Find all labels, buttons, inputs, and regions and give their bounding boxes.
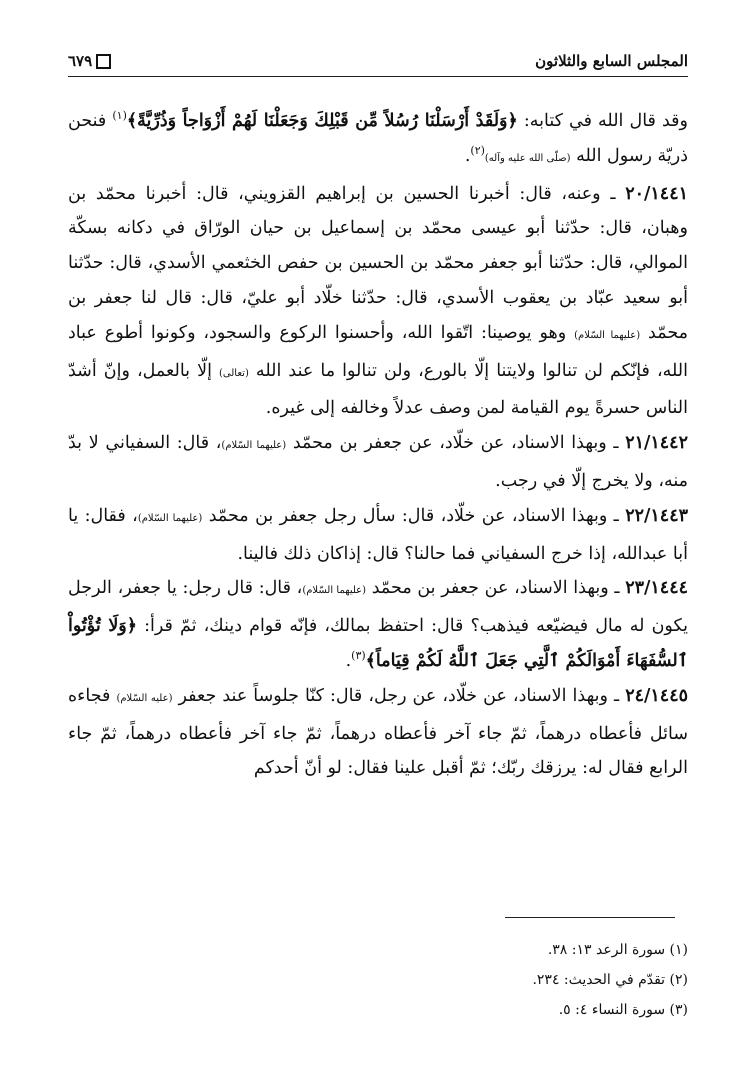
paragraph-intro bbox=[68, 104, 688, 177]
hadith-paragraph bbox=[68, 499, 688, 572]
text-run: ـ وبهذا الاسناد، عن جعفر بن محمّد bbox=[366, 578, 626, 599]
text-run: ـ وبهذا الاسناد، عن خلّاد، عن جعفر بن محمّد bbox=[286, 433, 626, 454]
hadith-number: ٢٠/١٤٤١ bbox=[625, 183, 688, 204]
hadith-paragraph bbox=[68, 177, 688, 427]
hadith-number: ٢١/١٤٤٢ bbox=[625, 433, 688, 454]
salawat: (عليهما السّلام) bbox=[574, 329, 641, 341]
footnote: (٣) سورة النساء ٤: ٥. bbox=[558, 1002, 688, 1018]
hadith-number: ٢٢/١٤٤٣ bbox=[625, 505, 688, 526]
quran-verse: ﴿وَلَقَدْ أَرْسَلْنَا رُسُلاً مِّن قَبْلِكَ وَجَعَلْنَا لَهُمْ أَزْوَاجاً وَذُرِّيَّةً﴾ bbox=[126, 111, 518, 131]
salawat: (صلّى الله عليه وآله) bbox=[484, 152, 571, 164]
footnote-ref: (٢) bbox=[470, 143, 485, 157]
text-run: وقد قال الله في كتابه: bbox=[517, 111, 688, 131]
footnotes bbox=[68, 935, 688, 1025]
salawat: (عليه السّلام) bbox=[116, 692, 173, 704]
main-text bbox=[68, 104, 688, 786]
text-run: إلّا بالعمل، وإنّ أشدّ الناس حسرةً يوم القيامة لمن وصف عدلاً وخالفه إلى غيره. bbox=[68, 360, 688, 419]
footnote: (١) سورة الرعد ١٣: ٣٨. bbox=[547, 942, 688, 958]
text-run: . bbox=[464, 145, 471, 166]
hadith-number: ٢٣/١٤٤٤ bbox=[625, 578, 688, 599]
text-run: ـ وبهذا الاسناد، عن خلّاد، قال: سأل رجل جعفر بن محمّد bbox=[202, 505, 626, 526]
text-run: ، فقال: يا أبا عبدالله، إذا خرج السفياني فما حالنا؟ قال: إذاكان ذلك فالينا. bbox=[68, 505, 688, 564]
text-run: . bbox=[345, 650, 352, 671]
text-run: وهو يوصينا: اتّقوا الله، وأحسنوا الركوع والسجود، وكونوا أطوع عباد الله، فإنّكم لن تنالوا ولايتنا إلّا بالورع، ولن تنالوا ما عند الله bbox=[68, 322, 688, 381]
footnote: (٢) تقدّم في الحديث: ٢٣٤. bbox=[532, 972, 688, 988]
quran-verse: ﴿وَلَا تُؤْتُواْ ٱلسُّفَهَاءَ أَمْوَالَكُمْ ٱلَّتِي جَعَلَ ٱللَّهُ لَكُمْ قِيَاماً﴾ bbox=[68, 616, 688, 671]
hadith-number: ٢٤/١٤٤٥ bbox=[625, 685, 688, 706]
page-header bbox=[68, 46, 688, 77]
text-run: فنحن ذريّة رسول الله bbox=[68, 111, 688, 166]
page-number-group bbox=[68, 52, 111, 70]
footnote-divider bbox=[505, 917, 675, 918]
salawat: (تعالى) bbox=[219, 367, 249, 379]
hadith-paragraph bbox=[68, 571, 688, 678]
chapter-title: المجلس السابع والثلاثون bbox=[535, 52, 688, 70]
text-run: ، قال: قال رجل: يا جعفر، الرجل يكون له مال فيضيّعه فيذهب؟ قال: احتفظ بمالك، فإنّه قوام دينك، ثمّ قرأ: bbox=[68, 578, 688, 637]
text-run: ـ وعنه، قال: أخبرنا الحسين بن إبراهيم القزويني، قال: أخبرنا محمّد بن وهبان، قال: حدّثنا أبو عيسى محمّد بن إسماعيل بن حيان الورّاق في دكانه بسكّة الموالي، قال: حدّثنا أبو جعفر محمّد بن الحسين بن حفص الخثعمي الأسدي، قال: حدّثنا أبو سعيد عبّاد بن يعقوب الأسدي، قال: حدّثنا خلّاد أبو عليّ، قال: قال لنا جعفر بن محمّد bbox=[68, 183, 688, 343]
text-run: فجاءه سائل فأعطاه درهماً، ثمّ جاء آخر فأعطاه درهماً، ثمّ جاء آخر فأعطاه درهماً، ثمّ جاء الرابع فقال له: يرزقك ربّك؛ ثمّ أقبل علينا فقال: لو أنّ أحدكم bbox=[68, 685, 688, 779]
text-run: ـ وبهذا الاسناد، عن خلّاد، عن رجل، قال: كنّا جلوساً عند جعفر bbox=[172, 685, 626, 706]
text-run: ، قال: السفياني لا بدّ منه، ولا يخرج إلّا في رجب. bbox=[68, 433, 688, 491]
salawat: (عليهما السّلام) bbox=[137, 512, 203, 524]
salawat: (عليهما السّلام) bbox=[221, 440, 287, 452]
footnote-ref: (٣) bbox=[351, 649, 366, 663]
footnote-ref: (١) bbox=[112, 109, 127, 123]
page-number: ٦٧٩ bbox=[68, 52, 93, 70]
hadith-paragraph bbox=[68, 426, 688, 499]
square-box-icon bbox=[96, 54, 111, 69]
hadith-paragraph bbox=[68, 679, 688, 786]
salawat: (عليهما السّلام) bbox=[302, 585, 367, 597]
